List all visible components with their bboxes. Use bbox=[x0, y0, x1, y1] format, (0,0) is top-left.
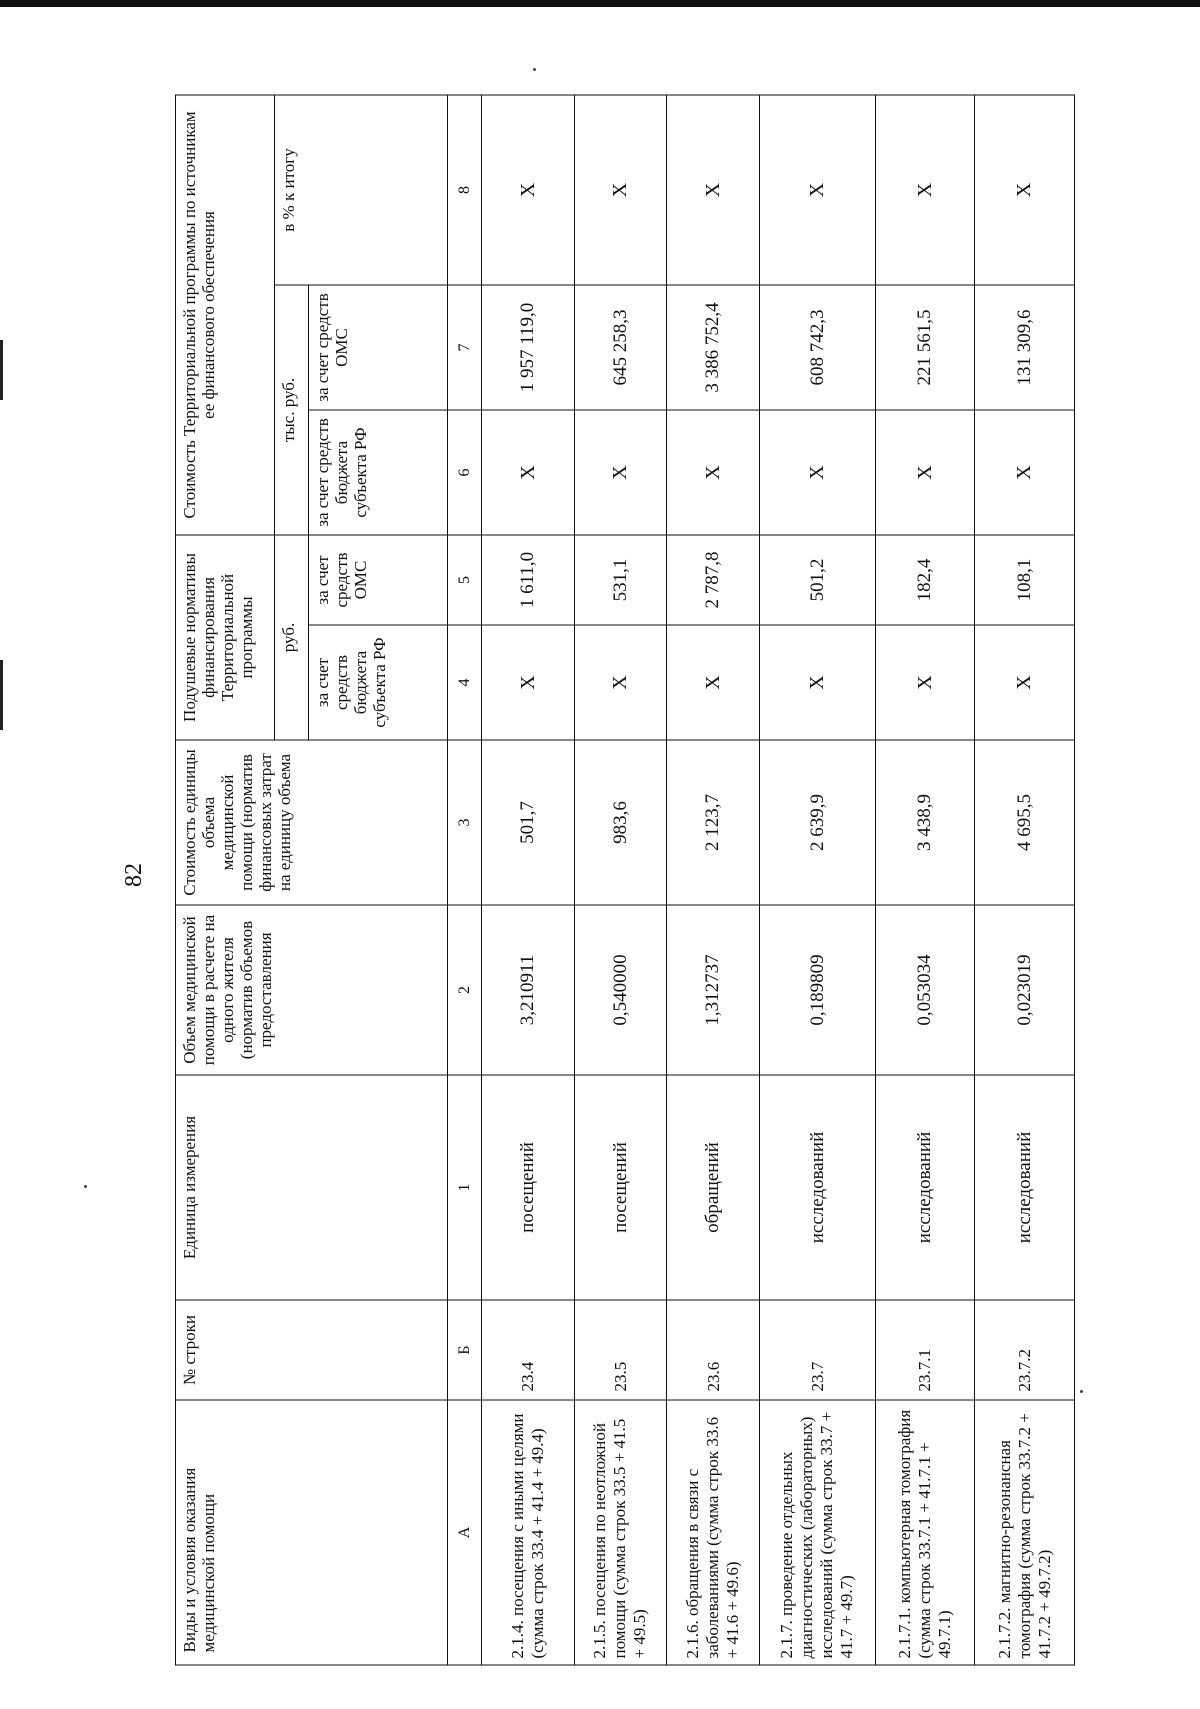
header-cost-group: Стоимость Территориальной программы по источникам ее финансового обеспечения bbox=[176, 95, 275, 535]
column-number: 6 bbox=[448, 410, 482, 535]
row-cost-oms: 608 742,3 bbox=[759, 285, 875, 410]
row-volume: 0,053034 bbox=[875, 905, 975, 1075]
scan-left-mark bbox=[0, 340, 3, 400]
row-cost-oms: 131 309,6 bbox=[975, 285, 1075, 410]
row-per-capita-oms: 108,1 bbox=[975, 535, 1075, 625]
row-code: 23.7.2 bbox=[975, 1300, 1075, 1400]
header-col-8: в % к итогу bbox=[274, 95, 448, 285]
row-unit: исследований bbox=[975, 1075, 1075, 1300]
row-unit: посещений bbox=[574, 1075, 667, 1300]
row-percent: Х bbox=[759, 95, 875, 285]
row-name: 2.1.5. посещения по неотложной помощи (сумма строк 33.5 + 41.5 + 49.5) bbox=[574, 1400, 667, 1665]
row-unit-cost: 4 695,5 bbox=[975, 740, 1075, 905]
scan-speck bbox=[533, 68, 536, 71]
column-number: 3 bbox=[448, 740, 482, 905]
scan-left-mark bbox=[0, 660, 3, 730]
row-unit-cost: 3 438,9 bbox=[875, 740, 975, 905]
scan-top-edge bbox=[0, 0, 1200, 7]
column-number: 2 bbox=[448, 905, 482, 1075]
row-percent: Х bbox=[667, 95, 760, 285]
header-col-6: за счет средств бюджета субъекта РФ bbox=[309, 410, 448, 535]
row-cost-oms: 645 258,3 bbox=[574, 285, 667, 410]
row-percent: Х bbox=[875, 95, 975, 285]
scan-speck bbox=[1080, 1390, 1083, 1393]
row-cost-budget: Х bbox=[759, 410, 875, 535]
column-number: А bbox=[448, 1400, 482, 1665]
header-unit-thousand-rub: тыс. руб. bbox=[274, 285, 309, 535]
column-number: 1 bbox=[448, 1075, 482, 1300]
header-col-5: за счет средств ОМС bbox=[309, 535, 448, 625]
row-code: 23.7 bbox=[759, 1300, 875, 1400]
row-per-capita-budget: Х bbox=[667, 625, 760, 740]
row-cost-oms: 3 386 752,4 bbox=[667, 285, 760, 410]
row-per-capita-oms: 1 611,0 bbox=[481, 535, 574, 625]
row-code: 23.7.1 bbox=[875, 1300, 975, 1400]
header-row bbox=[176, 95, 275, 1665]
table-row bbox=[481, 95, 574, 1665]
row-name: 2.1.7. проведение отдельных диагностических (лабораторных) исследований (сумма строк 33.7 + 41.7 + 49.7) bbox=[759, 1400, 875, 1665]
financing-table bbox=[175, 94, 1075, 1665]
row-volume: 0,540000 bbox=[574, 905, 667, 1075]
row-unit: обращений bbox=[667, 1075, 760, 1300]
table-row bbox=[875, 95, 975, 1665]
row-unit: исследований bbox=[759, 1075, 875, 1300]
row-cost-budget: Х bbox=[875, 410, 975, 535]
row-per-capita-oms: 2 787,8 bbox=[667, 535, 760, 625]
row-code: 23.6 bbox=[667, 1300, 760, 1400]
row-percent: Х bbox=[975, 95, 1075, 285]
row-cost-oms: 1 957 119,0 bbox=[481, 285, 574, 410]
row-code: 23.5 bbox=[574, 1300, 667, 1400]
header-per-capita-group: Подушевые нормативы финансирования Территориальной программы bbox=[176, 535, 275, 740]
row-cost-budget: Х bbox=[574, 410, 667, 535]
table-row bbox=[759, 95, 875, 1665]
rotated-table-area bbox=[175, 95, 1075, 1665]
row-unit-cost: 501,7 bbox=[481, 740, 574, 905]
row-per-capita-oms: 531,1 bbox=[574, 535, 667, 625]
row-volume: 0,023019 bbox=[975, 905, 1075, 1075]
row-volume: 3,210911 bbox=[481, 905, 574, 1075]
column-number: 4 bbox=[448, 625, 482, 740]
header-unit-rub: руб. bbox=[274, 535, 309, 740]
row-cost-budget: Х bbox=[481, 410, 574, 535]
column-number: 8 bbox=[448, 95, 482, 285]
row-name: 2.1.7.2. магнитно-резонансная томография (сумма строк 33.7.2 + 41.7.2 + 49.7.2) bbox=[975, 1400, 1075, 1665]
row-per-capita-oms: 501,2 bbox=[759, 535, 875, 625]
row-name: 2.1.4. посещения с иными целями (сумма строк 33.4 + 41.4 + 49.4) bbox=[481, 1400, 574, 1665]
row-per-capita-oms: 182,4 bbox=[875, 535, 975, 625]
row-percent: Х bbox=[481, 95, 574, 285]
header-col-3: Стоимость единицы объема медицинской помощи (норматив финансовых затрат на единицу объема bbox=[176, 740, 448, 905]
row-code: 23.4 bbox=[481, 1300, 574, 1400]
header-col-1: Единица измерения bbox=[176, 1075, 448, 1300]
page-number: 82 bbox=[121, 863, 147, 887]
row-name: 2.1.7.1. компьютерная томография (сумма строк 33.7.1 + 41.7.1 + 49.7.1) bbox=[875, 1400, 975, 1665]
row-unit: исследований bbox=[875, 1075, 975, 1300]
column-number-row bbox=[448, 95, 482, 1665]
table-row bbox=[975, 95, 1075, 1665]
row-cost-budget: Х bbox=[975, 410, 1075, 535]
header-col-4: за счет средств бюджета субъекта РФ bbox=[309, 625, 448, 740]
row-per-capita-budget: Х bbox=[759, 625, 875, 740]
row-name: 2.1.6. обращения в связи с заболеваниями (сумма строк 33.6 + 41.6 + 49.6) bbox=[667, 1400, 760, 1665]
row-volume: 0,189809 bbox=[759, 905, 875, 1075]
header-col-7: за счет средств ОМС bbox=[309, 285, 448, 410]
row-cost-budget: Х bbox=[667, 410, 760, 535]
column-number: 5 bbox=[448, 535, 482, 625]
header-col-2: Объем медицинской помощи в расчете на одного жителя (норматив объемов предоставления bbox=[176, 905, 448, 1075]
row-volume: 1,312737 bbox=[667, 905, 760, 1075]
row-per-capita-budget: Х bbox=[481, 625, 574, 740]
table-row bbox=[667, 95, 760, 1665]
row-cost-oms: 221 561,5 bbox=[875, 285, 975, 410]
header-col-b: № строки bbox=[176, 1300, 448, 1400]
row-per-capita-budget: Х bbox=[574, 625, 667, 740]
column-number: Б bbox=[448, 1300, 482, 1400]
row-unit: посещений bbox=[481, 1075, 574, 1300]
column-number: 7 bbox=[448, 285, 482, 410]
row-per-capita-budget: Х bbox=[875, 625, 975, 740]
row-per-capita-budget: Х bbox=[975, 625, 1075, 740]
row-percent: Х bbox=[574, 95, 667, 285]
table-row bbox=[574, 95, 667, 1665]
row-unit-cost: 2 123,7 bbox=[667, 740, 760, 905]
row-unit-cost: 2 639,9 bbox=[759, 740, 875, 905]
header-col-a: Виды и условия оказания медицинской помощи bbox=[176, 1400, 448, 1665]
row-unit-cost: 983,6 bbox=[574, 740, 667, 905]
scan-speck bbox=[84, 1185, 87, 1188]
